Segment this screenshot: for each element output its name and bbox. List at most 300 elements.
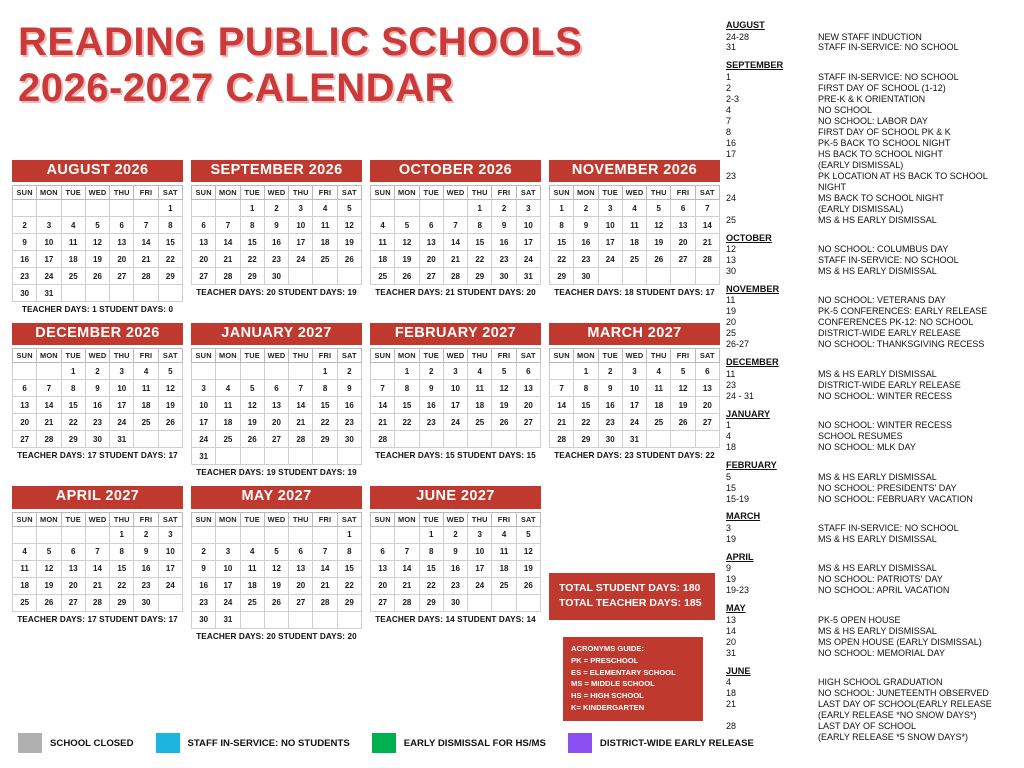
- day-cell[interactable]: 21: [550, 414, 574, 431]
- day-cell[interactable]: 22: [574, 414, 598, 431]
- day-cell[interactable]: 13: [192, 234, 216, 251]
- day-cell[interactable]: 9: [443, 543, 467, 560]
- day-cell[interactable]: 11: [240, 560, 264, 577]
- day-cell[interactable]: 27: [289, 594, 313, 611]
- day-cell[interactable]: 15: [110, 560, 134, 577]
- day-cell[interactable]: 29: [574, 431, 598, 448]
- day-cell[interactable]: 16: [598, 397, 622, 414]
- day-cell[interactable]: 7: [550, 380, 574, 397]
- day-cell[interactable]: 17: [468, 560, 492, 577]
- day-cell[interactable]: 8: [337, 543, 361, 560]
- day-cell[interactable]: 5: [516, 526, 540, 543]
- day-cell[interactable]: 4: [216, 380, 240, 397]
- day-cell[interactable]: 22: [468, 251, 492, 268]
- day-cell[interactable]: 7: [395, 543, 419, 560]
- day-cell[interactable]: 14: [134, 234, 158, 251]
- day-cell[interactable]: 7: [371, 380, 395, 397]
- day-cell[interactable]: 28: [443, 268, 467, 285]
- day-cell[interactable]: 30: [337, 431, 361, 448]
- day-cell[interactable]: 26: [492, 414, 516, 431]
- day-cell[interactable]: 25: [647, 414, 671, 431]
- day-cell[interactable]: 9: [134, 543, 158, 560]
- day-cell[interactable]: 23: [574, 251, 598, 268]
- day-cell[interactable]: 24: [37, 268, 61, 285]
- day-cell[interactable]: 27: [110, 268, 134, 285]
- day-cell[interactable]: 18: [240, 577, 264, 594]
- day-cell[interactable]: 28: [395, 594, 419, 611]
- day-cell[interactable]: 24: [192, 431, 216, 448]
- day-cell[interactable]: 29: [61, 431, 85, 448]
- day-cell[interactable]: 23: [337, 414, 361, 431]
- day-cell[interactable]: 20: [192, 251, 216, 268]
- day-cell[interactable]: 9: [574, 217, 598, 234]
- day-cell[interactable]: 10: [289, 217, 313, 234]
- day-cell[interactable]: 22: [240, 251, 264, 268]
- day-cell[interactable]: 10: [468, 543, 492, 560]
- day-cell[interactable]: 3: [516, 200, 540, 217]
- day-cell[interactable]: 9: [85, 380, 109, 397]
- day-cell[interactable]: 8: [240, 217, 264, 234]
- day-cell[interactable]: 19: [158, 397, 182, 414]
- day-cell[interactable]: 7: [695, 200, 719, 217]
- day-cell[interactable]: 21: [37, 414, 61, 431]
- day-cell[interactable]: 19: [264, 577, 288, 594]
- day-cell[interactable]: 1: [468, 200, 492, 217]
- day-cell[interactable]: 25: [622, 251, 646, 268]
- day-cell[interactable]: 23: [264, 251, 288, 268]
- day-cell[interactable]: 8: [550, 217, 574, 234]
- day-cell[interactable]: 27: [695, 414, 719, 431]
- day-cell[interactable]: 11: [468, 380, 492, 397]
- day-cell[interactable]: 28: [313, 594, 337, 611]
- day-cell[interactable]: 19: [516, 560, 540, 577]
- day-cell[interactable]: 24: [598, 251, 622, 268]
- day-cell[interactable]: 3: [158, 526, 182, 543]
- day-cell[interactable]: 5: [337, 200, 361, 217]
- day-cell[interactable]: 3: [468, 526, 492, 543]
- day-cell[interactable]: 30: [492, 268, 516, 285]
- day-cell[interactable]: 6: [110, 217, 134, 234]
- day-cell[interactable]: 7: [289, 380, 313, 397]
- day-cell[interactable]: 10: [158, 543, 182, 560]
- day-cell[interactable]: 9: [337, 380, 361, 397]
- day-cell[interactable]: 1: [313, 363, 337, 380]
- day-cell[interactable]: 21: [443, 251, 467, 268]
- day-cell[interactable]: 4: [240, 543, 264, 560]
- day-cell[interactable]: 13: [671, 217, 695, 234]
- day-cell[interactable]: 21: [695, 234, 719, 251]
- day-cell[interactable]: 17: [622, 397, 646, 414]
- day-cell[interactable]: 23: [492, 251, 516, 268]
- day-cell[interactable]: 9: [419, 380, 443, 397]
- day-cell[interactable]: 1: [574, 363, 598, 380]
- day-cell[interactable]: 6: [671, 200, 695, 217]
- day-cell[interactable]: 27: [264, 431, 288, 448]
- day-cell[interactable]: 3: [37, 217, 61, 234]
- day-cell[interactable]: 3: [216, 543, 240, 560]
- day-cell[interactable]: 2: [13, 217, 37, 234]
- day-cell[interactable]: 6: [371, 543, 395, 560]
- day-cell[interactable]: 14: [550, 397, 574, 414]
- day-cell[interactable]: 16: [85, 397, 109, 414]
- day-cell[interactable]: 3: [598, 200, 622, 217]
- day-cell[interactable]: 14: [216, 234, 240, 251]
- day-cell[interactable]: 12: [85, 234, 109, 251]
- day-cell[interactable]: 11: [371, 234, 395, 251]
- day-cell[interactable]: 24: [468, 577, 492, 594]
- day-cell[interactable]: 2: [337, 363, 361, 380]
- day-cell[interactable]: 26: [240, 431, 264, 448]
- day-cell[interactable]: 14: [37, 397, 61, 414]
- day-cell[interactable]: 30: [192, 611, 216, 628]
- day-cell[interactable]: 10: [622, 380, 646, 397]
- day-cell[interactable]: 8: [158, 217, 182, 234]
- day-cell[interactable]: 11: [492, 543, 516, 560]
- day-cell[interactable]: 3: [110, 363, 134, 380]
- day-cell[interactable]: 12: [647, 217, 671, 234]
- day-cell[interactable]: 15: [158, 234, 182, 251]
- day-cell[interactable]: 27: [671, 251, 695, 268]
- day-cell[interactable]: 9: [492, 217, 516, 234]
- day-cell[interactable]: 12: [395, 234, 419, 251]
- day-cell[interactable]: 4: [468, 363, 492, 380]
- day-cell[interactable]: 19: [85, 251, 109, 268]
- day-cell[interactable]: 6: [264, 380, 288, 397]
- day-cell[interactable]: 11: [647, 380, 671, 397]
- day-cell[interactable]: 2: [598, 363, 622, 380]
- day-cell[interactable]: 25: [240, 594, 264, 611]
- day-cell[interactable]: 19: [240, 414, 264, 431]
- day-cell[interactable]: 16: [134, 560, 158, 577]
- day-cell[interactable]: 13: [516, 380, 540, 397]
- day-cell[interactable]: 8: [468, 217, 492, 234]
- day-cell[interactable]: 11: [622, 217, 646, 234]
- day-cell[interactable]: 25: [492, 577, 516, 594]
- day-cell[interactable]: 5: [395, 217, 419, 234]
- day-cell[interactable]: 25: [134, 414, 158, 431]
- day-cell[interactable]: 17: [516, 234, 540, 251]
- day-cell[interactable]: 20: [695, 397, 719, 414]
- day-cell[interactable]: 7: [216, 217, 240, 234]
- day-cell[interactable]: 1: [158, 200, 182, 217]
- day-cell[interactable]: 27: [192, 268, 216, 285]
- day-cell[interactable]: 31: [110, 431, 134, 448]
- day-cell[interactable]: 6: [192, 217, 216, 234]
- day-cell[interactable]: 18: [13, 577, 37, 594]
- day-cell[interactable]: 1: [395, 363, 419, 380]
- day-cell[interactable]: 14: [695, 217, 719, 234]
- day-cell[interactable]: 1: [240, 200, 264, 217]
- day-cell[interactable]: 6: [419, 217, 443, 234]
- day-cell[interactable]: 10: [216, 560, 240, 577]
- day-cell[interactable]: 9: [13, 234, 37, 251]
- day-cell[interactable]: 24: [443, 414, 467, 431]
- day-cell[interactable]: 18: [468, 397, 492, 414]
- day-cell[interactable]: 25: [61, 268, 85, 285]
- day-cell[interactable]: 27: [419, 268, 443, 285]
- day-cell[interactable]: 4: [13, 543, 37, 560]
- day-cell[interactable]: 22: [313, 414, 337, 431]
- day-cell[interactable]: 20: [110, 251, 134, 268]
- day-cell[interactable]: 27: [371, 594, 395, 611]
- day-cell[interactable]: 24: [516, 251, 540, 268]
- day-cell[interactable]: 13: [61, 560, 85, 577]
- day-cell[interactable]: 25: [216, 431, 240, 448]
- day-cell[interactable]: 2: [443, 526, 467, 543]
- day-cell[interactable]: 19: [671, 397, 695, 414]
- day-cell[interactable]: 15: [240, 234, 264, 251]
- day-cell[interactable]: 4: [313, 200, 337, 217]
- day-cell[interactable]: 2: [419, 363, 443, 380]
- day-cell[interactable]: 21: [395, 577, 419, 594]
- day-cell[interactable]: 21: [85, 577, 109, 594]
- day-cell[interactable]: 18: [216, 414, 240, 431]
- day-cell[interactable]: 29: [158, 268, 182, 285]
- day-cell[interactable]: 28: [695, 251, 719, 268]
- day-cell[interactable]: 28: [85, 594, 109, 611]
- day-cell[interactable]: 6: [289, 543, 313, 560]
- day-cell[interactable]: 19: [395, 251, 419, 268]
- day-cell[interactable]: 22: [337, 577, 361, 594]
- day-cell[interactable]: 9: [192, 560, 216, 577]
- day-cell[interactable]: 15: [395, 397, 419, 414]
- day-cell[interactable]: 11: [61, 234, 85, 251]
- day-cell[interactable]: 26: [516, 577, 540, 594]
- day-cell[interactable]: 2: [85, 363, 109, 380]
- day-cell[interactable]: 12: [37, 560, 61, 577]
- day-cell[interactable]: 26: [647, 251, 671, 268]
- day-cell[interactable]: 7: [37, 380, 61, 397]
- day-cell[interactable]: 15: [337, 560, 361, 577]
- day-cell[interactable]: 28: [134, 268, 158, 285]
- day-cell[interactable]: 21: [371, 414, 395, 431]
- day-cell[interactable]: 12: [158, 380, 182, 397]
- day-cell[interactable]: 31: [192, 448, 216, 465]
- day-cell[interactable]: 30: [134, 594, 158, 611]
- day-cell[interactable]: 8: [419, 543, 443, 560]
- day-cell[interactable]: 18: [313, 234, 337, 251]
- day-cell[interactable]: 1: [337, 526, 361, 543]
- day-cell[interactable]: 7: [134, 217, 158, 234]
- day-cell[interactable]: 10: [110, 380, 134, 397]
- day-cell[interactable]: 5: [671, 363, 695, 380]
- day-cell[interactable]: 5: [264, 543, 288, 560]
- day-cell[interactable]: 13: [371, 560, 395, 577]
- day-cell[interactable]: 20: [13, 414, 37, 431]
- day-cell[interactable]: 26: [264, 594, 288, 611]
- day-cell[interactable]: 19: [37, 577, 61, 594]
- day-cell[interactable]: 16: [192, 577, 216, 594]
- day-cell[interactable]: 27: [13, 431, 37, 448]
- day-cell[interactable]: 24: [216, 594, 240, 611]
- day-cell[interactable]: 17: [192, 414, 216, 431]
- day-cell[interactable]: 8: [61, 380, 85, 397]
- day-cell[interactable]: 11: [313, 217, 337, 234]
- day-cell[interactable]: 20: [419, 251, 443, 268]
- day-cell[interactable]: 14: [289, 397, 313, 414]
- day-cell[interactable]: 13: [264, 397, 288, 414]
- day-cell[interactable]: 24: [110, 414, 134, 431]
- day-cell[interactable]: 6: [13, 380, 37, 397]
- day-cell[interactable]: 21: [134, 251, 158, 268]
- day-cell[interactable]: 16: [492, 234, 516, 251]
- day-cell[interactable]: 31: [516, 268, 540, 285]
- day-cell[interactable]: 26: [395, 268, 419, 285]
- day-cell[interactable]: 28: [216, 268, 240, 285]
- day-cell[interactable]: 4: [622, 200, 646, 217]
- day-cell[interactable]: 3: [443, 363, 467, 380]
- day-cell[interactable]: 17: [598, 234, 622, 251]
- day-cell[interactable]: 2: [192, 543, 216, 560]
- day-cell[interactable]: 7: [85, 543, 109, 560]
- day-cell[interactable]: 15: [574, 397, 598, 414]
- day-cell[interactable]: 30: [574, 268, 598, 285]
- day-cell[interactable]: 3: [192, 380, 216, 397]
- day-cell[interactable]: 5: [37, 543, 61, 560]
- day-cell[interactable]: 16: [264, 234, 288, 251]
- day-cell[interactable]: 10: [443, 380, 467, 397]
- day-cell[interactable]: 12: [240, 397, 264, 414]
- day-cell[interactable]: 26: [337, 251, 361, 268]
- day-cell[interactable]: 29: [313, 431, 337, 448]
- day-cell[interactable]: 25: [313, 251, 337, 268]
- day-cell[interactable]: 1: [419, 526, 443, 543]
- day-cell[interactable]: 20: [61, 577, 85, 594]
- day-cell[interactable]: 18: [371, 251, 395, 268]
- day-cell[interactable]: 30: [598, 431, 622, 448]
- day-cell[interactable]: 3: [622, 363, 646, 380]
- day-cell[interactable]: 4: [61, 217, 85, 234]
- day-cell[interactable]: 28: [37, 431, 61, 448]
- day-cell[interactable]: 12: [264, 560, 288, 577]
- day-cell[interactable]: 18: [134, 397, 158, 414]
- day-cell[interactable]: 20: [371, 577, 395, 594]
- day-cell[interactable]: 8: [574, 380, 598, 397]
- day-cell[interactable]: 13: [110, 234, 134, 251]
- day-cell[interactable]: 15: [550, 234, 574, 251]
- day-cell[interactable]: 19: [647, 234, 671, 251]
- day-cell[interactable]: 22: [158, 251, 182, 268]
- day-cell[interactable]: 26: [37, 594, 61, 611]
- day-cell[interactable]: 23: [598, 414, 622, 431]
- day-cell[interactable]: 26: [158, 414, 182, 431]
- day-cell[interactable]: 14: [313, 560, 337, 577]
- day-cell[interactable]: 17: [110, 397, 134, 414]
- day-cell[interactable]: 23: [134, 577, 158, 594]
- day-cell[interactable]: 30: [264, 268, 288, 285]
- day-cell[interactable]: 13: [289, 560, 313, 577]
- day-cell[interactable]: 5: [647, 200, 671, 217]
- day-cell[interactable]: 14: [371, 397, 395, 414]
- day-cell[interactable]: 16: [443, 560, 467, 577]
- day-cell[interactable]: 18: [492, 560, 516, 577]
- day-cell[interactable]: 22: [110, 577, 134, 594]
- day-cell[interactable]: 14: [85, 560, 109, 577]
- day-cell[interactable]: 29: [419, 594, 443, 611]
- day-cell[interactable]: 22: [550, 251, 574, 268]
- day-cell[interactable]: 14: [443, 234, 467, 251]
- day-cell[interactable]: 31: [37, 285, 61, 302]
- day-cell[interactable]: 23: [13, 268, 37, 285]
- day-cell[interactable]: 26: [671, 414, 695, 431]
- day-cell[interactable]: 12: [337, 217, 361, 234]
- day-cell[interactable]: 2: [574, 200, 598, 217]
- day-cell[interactable]: 17: [289, 234, 313, 251]
- day-cell[interactable]: 24: [622, 414, 646, 431]
- day-cell[interactable]: 5: [492, 363, 516, 380]
- day-cell[interactable]: 7: [313, 543, 337, 560]
- day-cell[interactable]: 17: [443, 397, 467, 414]
- day-cell[interactable]: 19: [492, 397, 516, 414]
- day-cell[interactable]: 18: [647, 397, 671, 414]
- day-cell[interactable]: 12: [492, 380, 516, 397]
- day-cell[interactable]: 14: [395, 560, 419, 577]
- day-cell[interactable]: 17: [216, 577, 240, 594]
- day-cell[interactable]: 22: [395, 414, 419, 431]
- day-cell[interactable]: 16: [574, 234, 598, 251]
- day-cell[interactable]: 29: [468, 268, 492, 285]
- day-cell[interactable]: 11: [134, 380, 158, 397]
- day-cell[interactable]: 18: [622, 234, 646, 251]
- day-cell[interactable]: 30: [443, 594, 467, 611]
- day-cell[interactable]: 23: [443, 577, 467, 594]
- day-cell[interactable]: 17: [158, 560, 182, 577]
- day-cell[interactable]: 27: [516, 414, 540, 431]
- day-cell[interactable]: 25: [371, 268, 395, 285]
- day-cell[interactable]: 10: [598, 217, 622, 234]
- day-cell[interactable]: 17: [37, 251, 61, 268]
- day-cell[interactable]: 29: [240, 268, 264, 285]
- day-cell[interactable]: 4: [492, 526, 516, 543]
- day-cell[interactable]: 21: [313, 577, 337, 594]
- day-cell[interactable]: 26: [85, 268, 109, 285]
- day-cell[interactable]: 16: [337, 397, 361, 414]
- day-cell[interactable]: 24: [289, 251, 313, 268]
- day-cell[interactable]: 15: [468, 234, 492, 251]
- day-cell[interactable]: 8: [313, 380, 337, 397]
- day-cell[interactable]: 29: [550, 268, 574, 285]
- day-cell[interactable]: 15: [313, 397, 337, 414]
- day-cell[interactable]: 18: [61, 251, 85, 268]
- day-cell[interactable]: 9: [264, 217, 288, 234]
- day-cell[interactable]: 25: [468, 414, 492, 431]
- day-cell[interactable]: 31: [622, 431, 646, 448]
- day-cell[interactable]: 28: [550, 431, 574, 448]
- day-cell[interactable]: 2: [264, 200, 288, 217]
- day-cell[interactable]: 24: [158, 577, 182, 594]
- day-cell[interactable]: 1: [61, 363, 85, 380]
- day-cell[interactable]: 10: [37, 234, 61, 251]
- day-cell[interactable]: 16: [419, 397, 443, 414]
- day-cell[interactable]: 28: [371, 431, 395, 448]
- day-cell[interactable]: 4: [371, 217, 395, 234]
- day-cell[interactable]: 3: [289, 200, 313, 217]
- day-cell[interactable]: 30: [85, 431, 109, 448]
- day-cell[interactable]: 23: [85, 414, 109, 431]
- day-cell[interactable]: 4: [134, 363, 158, 380]
- day-cell[interactable]: 1: [550, 200, 574, 217]
- day-cell[interactable]: 5: [85, 217, 109, 234]
- day-cell[interactable]: 12: [671, 380, 695, 397]
- day-cell[interactable]: 9: [598, 380, 622, 397]
- day-cell[interactable]: 15: [61, 397, 85, 414]
- day-cell[interactable]: 25: [13, 594, 37, 611]
- day-cell[interactable]: 13: [13, 397, 37, 414]
- day-cell[interactable]: 2: [492, 200, 516, 217]
- day-cell[interactable]: 10: [192, 397, 216, 414]
- day-cell[interactable]: 23: [192, 594, 216, 611]
- day-cell[interactable]: 28: [289, 431, 313, 448]
